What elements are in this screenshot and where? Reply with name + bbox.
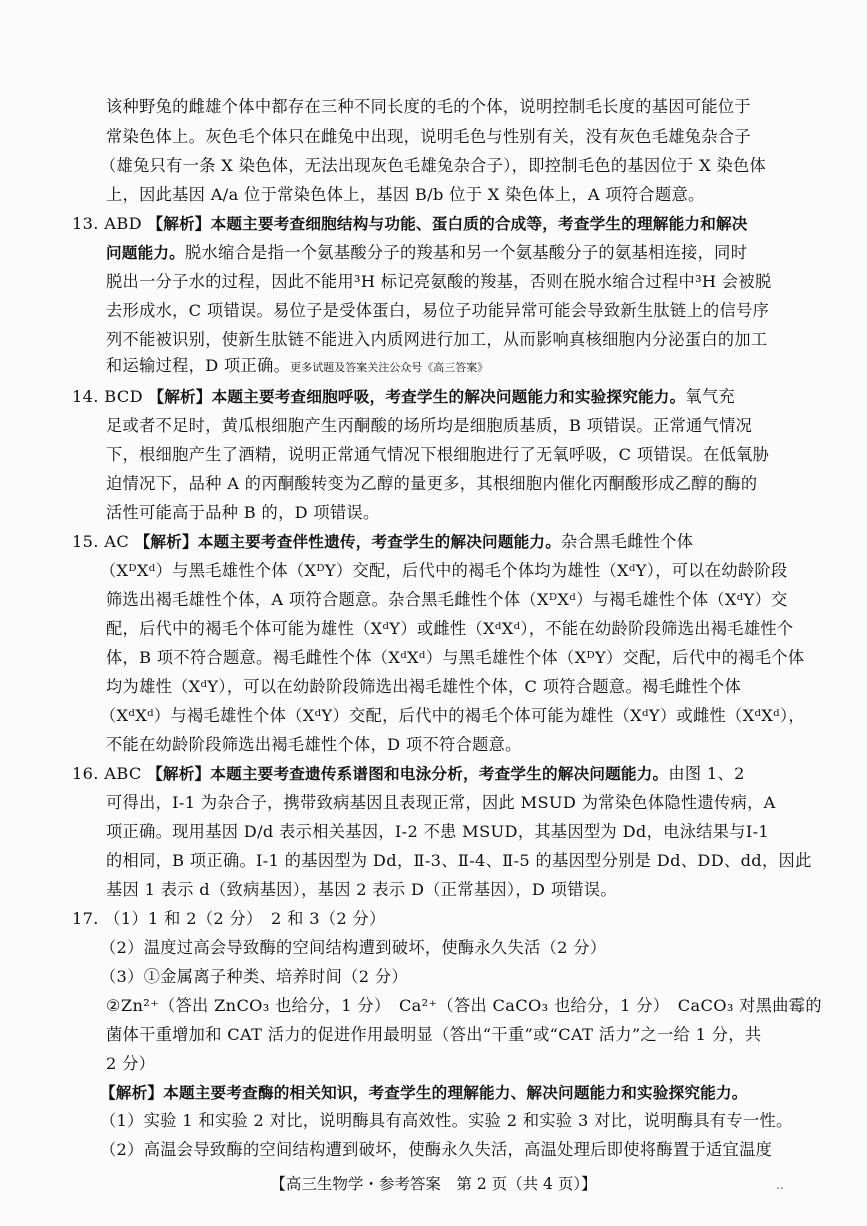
text-line: 筛选出褐毛雄性个体，A 项符合题意。杂合黑毛雌性个体（XᴰXᵈ）与褐毛雄性个体（XᵈY）交 <box>106 590 788 609</box>
text-line: 活性可能高于品种 B 的，D 项错误。 <box>106 503 380 522</box>
text-line: 常染色体上。灰色毛个体只在雌兔中出现，说明毛色与性别有关，没有灰色毛雄兔杂合子 <box>106 127 751 146</box>
answer-15-header: 15. AC 【解析】本题主要考查伴性遗传，考查学生的解决问题能力。杂合黑毛雌性个体 <box>72 532 694 551</box>
text-line: 的相同，B 项正确。Ⅰ-1 的基因型为 Dd，Ⅱ-3、Ⅱ-4、Ⅱ-5 的基因型分别是 Dd、DD、dd，因此 <box>106 851 812 870</box>
text-line: 上，因此基因 A/a 位于常染色体上，基因 B/b 位于 X 染色体上，A 项符合题意。 <box>106 185 705 204</box>
text-line: 均为雄性（XᵈY），可以在幼龄阶段筛选出褐毛雄性个体，C 项符合题意。褐毛雌性个体 <box>106 677 742 696</box>
text-line: 列不能被识别，使新生肽链不能进入内质网进行加工，从而影响真核细胞内分泌蛋白的加工 <box>106 330 768 349</box>
text-line: 配，后代中的褐毛个体可能为雄性（XᵈY）或雌性（XᵈXᵈ），不能在幼龄阶段筛选出褐毛雄性个 <box>106 619 794 638</box>
text-line: 下，根细胞产生了酒精，说明正常通气情况下根细胞进行了无氧呼吸，C 项错误。在低氧胁 <box>106 445 770 464</box>
text-line: 体，B 项不符合题意。褐毛雌性个体（XᵈXᵈ）与黑毛雄性个体（XᴰY）交配，后代中的褐毛个体 <box>106 648 805 667</box>
answer-14-header: 14. BCD 【解析】本题主要考查细胞呼吸，考查学生的解决问题能力和实验探究能力。氧气充 <box>72 387 736 406</box>
text-line: （XᵈXᵈ）与褐毛雄性个体（XᵈY）交配，后代中的褐毛个体可能为雄性（XᵈY）或雌性（XᵈXᵈ）， <box>100 706 805 725</box>
answer-17-header: 17. （1）1 和 2（2 分） 2 和 3（2 分） <box>72 909 386 928</box>
text-line: 项正确。现用基因 D/d 表示相关基因，Ⅰ-2 不患 MSUD，其基因型为 Dd，电泳结果与Ⅰ-1 <box>106 822 770 841</box>
text-line: 迫情况下，品种 A 的丙酮酸转变为乙醇的量更多，其根细胞内催化丙酮酸形成乙醇的酶的 <box>106 474 758 493</box>
text-line: （2）高温会导致酶的空间结构遭到破坏，使酶永久失活，高温处理后即使将酶置于适宜温度 <box>100 1140 773 1159</box>
text-line: （雄兔只有一条 X 染色体，无法出现灰色毛雄兔杂合子），即控制毛色的基因位于 X 染色体 <box>100 156 767 175</box>
text-line: 菌体干重增加和 CAT 活力的促进作用最明显（答出“干重”或“CAT 活力”之一给 1 分，共 <box>106 1025 762 1044</box>
text-line: （2）温度过高会导致酶的空间结构遭到破坏，使酶永久失活（2 分） <box>100 938 607 957</box>
text-line: （1）实验 1 和实验 2 对比，说明酶具有高效性。实验 2 和实验 3 对比，说明酶具有专一性。 <box>100 1111 793 1130</box>
text-line: ②Zn²⁺（答出 ZnCO₃ 也给分，1 分） Ca²⁺（答出 CaCO₃ 也给分，1 分） CaCO₃ 对黑曲霉的 <box>106 996 822 1015</box>
text-line: （XᴰXᵈ）与黑毛雄性个体（XᴰY）交配，后代中的褐毛个体均为雄性（XᵈY），可以在幼龄阶段 <box>100 561 788 580</box>
page-footer: 【高三生物学・参考答案 第 2 页（共 4 页）】 <box>270 1175 597 1193</box>
text-line: 足或者不足时，黄瓜根细胞产生丙酮酸的场所均是细胞质基质，B 项错误。正常通气情况 <box>106 416 753 435</box>
text-line: 该种野兔的雌雄个体中都存在三种不同长度的毛的个体，说明控制毛长度的基因可能位于 <box>106 97 751 116</box>
answer-13-header: 13. ABD 【解析】本题主要考查细胞结构与功能、蛋白质的合成等，考查学生的理解能力和解决 <box>72 214 748 233</box>
text-line: 可得出，Ⅰ-1 为杂合子，携带致病基因且表现正常，因此 MSUD 为常染色体隐性遗传病，A <box>106 793 776 812</box>
text-line: 问题能力。脱水缩合是指一个氨基酸分子的羧基和另一个氨基酸分子的氨基相连接，同时 <box>106 243 748 262</box>
text-line: 2 分） <box>106 1054 156 1073</box>
answer-16-header: 16. ABC 【解析】本题主要考查遗传系谱图和电泳分析，考查学生的解决问题能力。由图 1、2 <box>72 764 745 783</box>
text-line: 不能在幼龄阶段筛选出褐毛雄性个体，D 项不符合题意。 <box>106 735 522 754</box>
text-line: 基因 1 表示 d（致病基因），基因 2 表示 D（正常基因），D 项错误。 <box>106 880 617 899</box>
text-line: 和运输过程，D 项正确。更多试题及答案关注公众号《高三答案》 <box>106 356 489 375</box>
analysis-header: 【解析】本题主要考查酶的相关知识，考查学生的理解能力、解决问题能力和实验探究能力。 <box>100 1084 748 1102</box>
text-line: （3）①金属离子种类、培养时间（2 分） <box>100 967 408 986</box>
text-line: 脱出一分子水的过程，因此不能用³H 标记亮氨酸的羧基，否则在脱水缩合过程中³H 会被脱 <box>106 272 772 291</box>
text-line: 去形成水，C 项错误。易位子是受体蛋白，易位子功能异常可能会导致新生肽链上的信号序 <box>106 301 770 320</box>
corner-mark: .. <box>776 1178 784 1192</box>
